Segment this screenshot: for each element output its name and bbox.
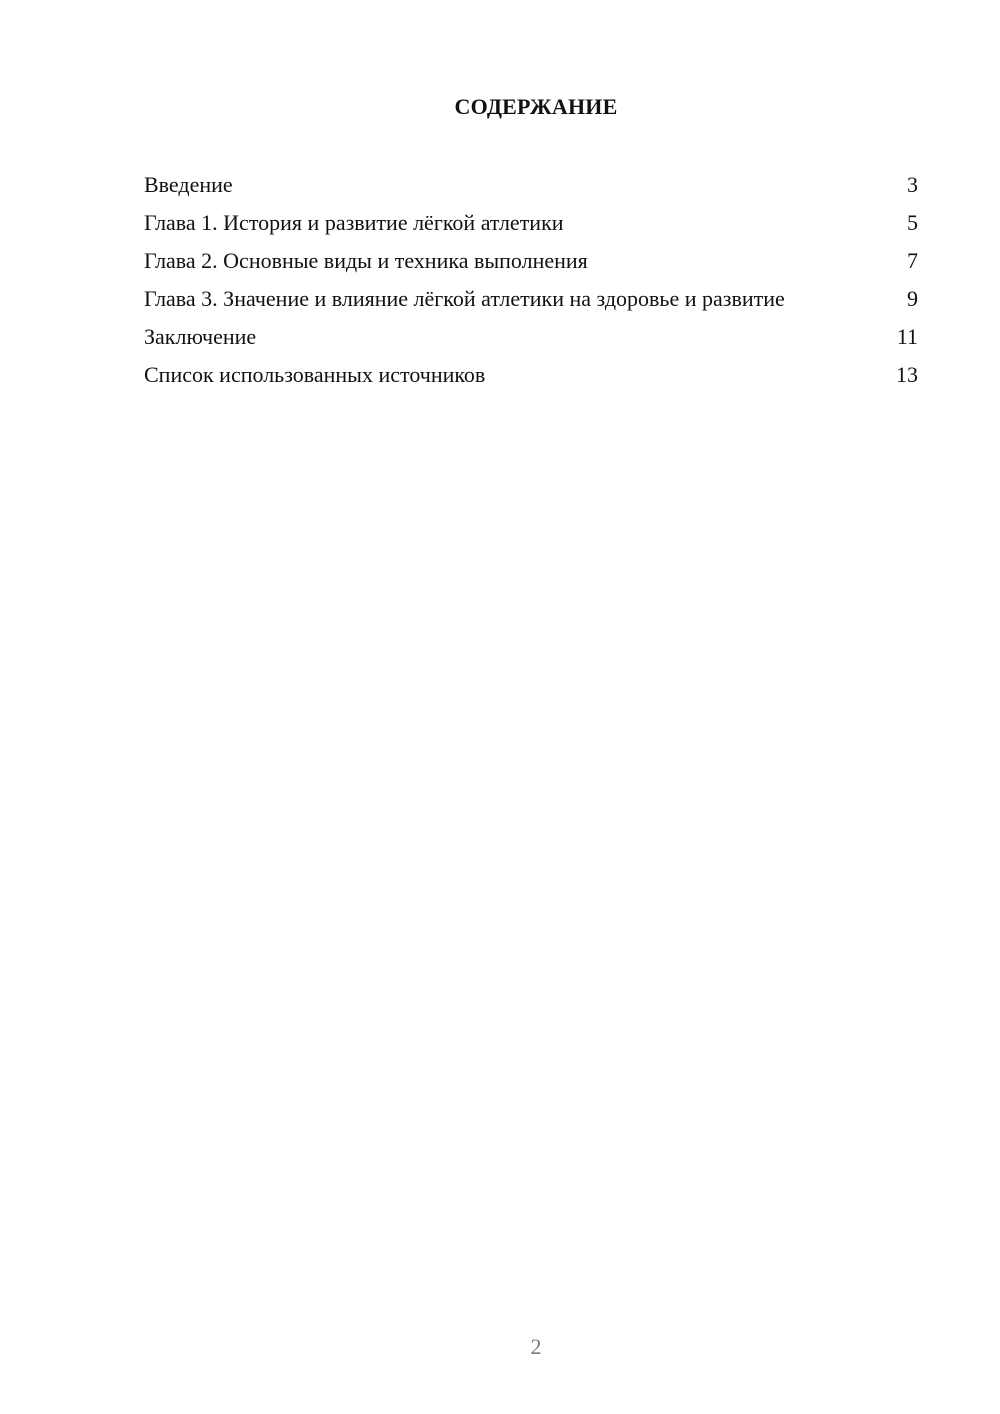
toc-entry-chapter-1 (144, 209, 918, 236)
table-of-contents (144, 171, 918, 399)
toc-entry-chapter-2 (144, 247, 918, 274)
toc-entry-title: Глава 2. Основные виды и техника выполнения (144, 248, 588, 273)
toc-entry-introduction (144, 171, 918, 198)
page-number: 2 (530, 1334, 542, 1359)
toc-heading: СОДЕРЖАНИЕ (454, 94, 618, 119)
toc-entry-page: 9 (907, 286, 918, 311)
toc-entry-page: 13 (896, 362, 918, 387)
toc-entry-title: Глава 1. История и развитие лёгкой атлетики (144, 210, 564, 235)
toc-entry-page: 11 (896, 324, 918, 349)
toc-entry-page: 3 (907, 172, 918, 197)
toc-entry-title: Глава 3. Значение и влияние лёгкой атлетики на здоровье и развитие (144, 286, 785, 311)
toc-entry-chapter-3 (144, 285, 918, 312)
toc-entry-page: 7 (907, 248, 918, 273)
toc-entry-page: 5 (907, 210, 918, 235)
toc-entry-title: Список использованных источников (144, 362, 486, 387)
toc-entry-title: Заключение (144, 324, 257, 349)
toc-entry-title: Введение (144, 172, 233, 197)
toc-entry-references (144, 361, 918, 388)
toc-entry-conclusion (144, 323, 918, 350)
